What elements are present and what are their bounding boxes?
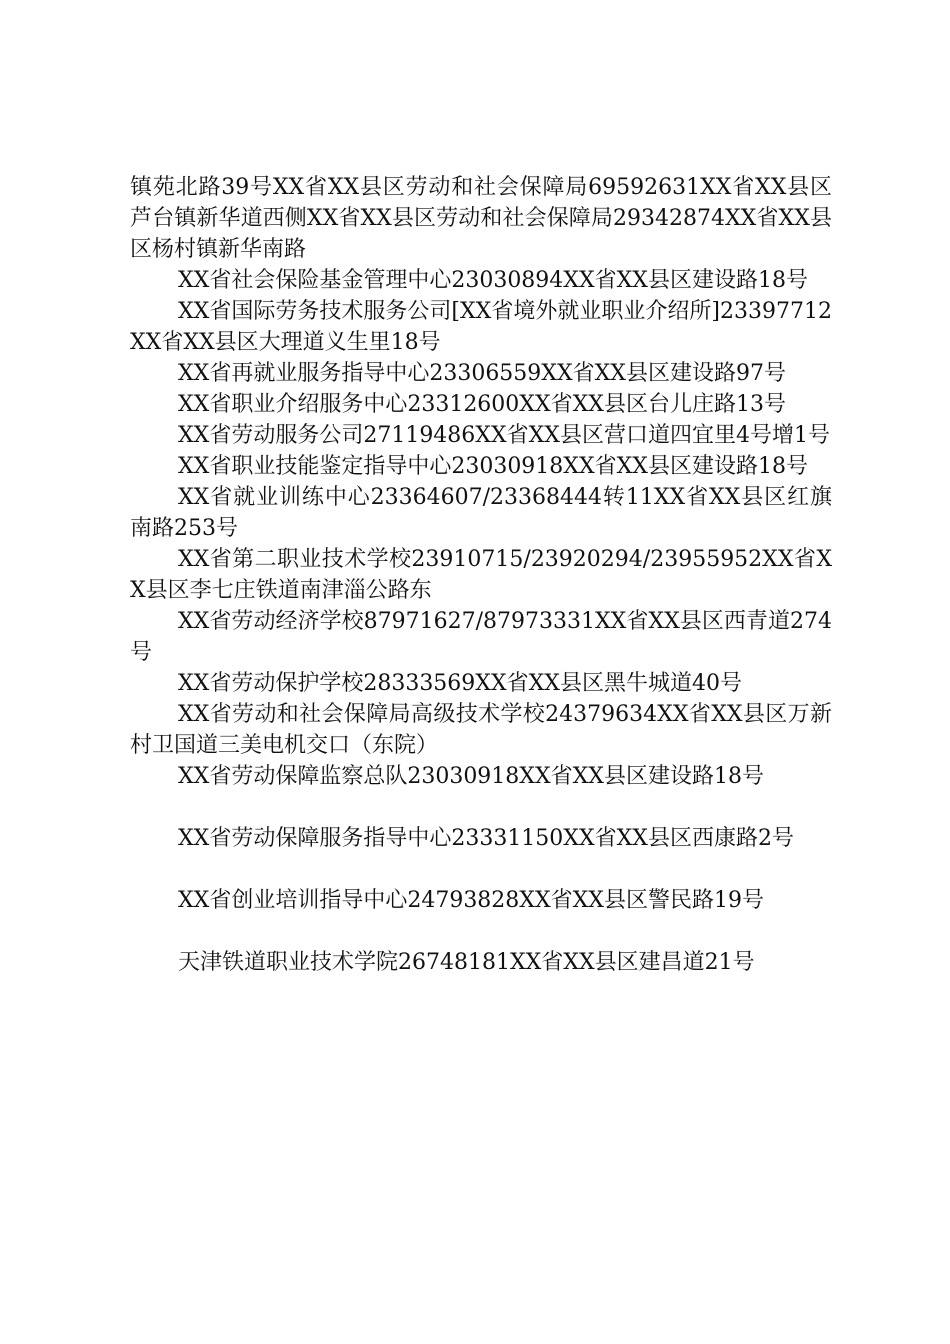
paragraph-labor-service-company: XX省劳动服务公司27119486XX省XX县区营口道四宜里4号增1号 [178, 423, 830, 448]
paragraph-labor-inspection-team: XX省劳动保障监察总队23030918XX省XX县区建设路18号 [178, 764, 764, 789]
paragraph-reemployment-guidance: XX省再就业服务指导中心23306559XX省XX县区建设路97号 [178, 361, 786, 386]
paragraph-social-insurance-fund: XX省社会保险基金管理中心23030894XX省XX县区建设路18号 [178, 268, 808, 293]
document-page [130, 172, 832, 978]
paragraph-labor-protection-school: XX省劳动保护学校28333569XX省XX县区黑牛城道40号 [178, 671, 742, 696]
paragraph-entrepreneurship-training-center: XX省创业培训指导中心24793828XX省XX县区警民路19号 [178, 888, 764, 913]
paragraph-skill-appraisal-center: XX省职业技能鉴定指导中心23030918XX省XX县区建设路18号 [178, 454, 808, 479]
paragraph-job-referral-center: XX省职业介绍服务中心23312600XX省XX县区台儿庄路13号 [178, 392, 786, 417]
paragraph-international-labor-service: XX省国际劳务技术服务公司[XX省境外就业职业介绍所]23397712XX省XX县区大理道义生里18号 [130, 299, 832, 355]
paragraph-senior-technical-school: XX省劳动和社会保障局高级技术学校24379634XX省XX县区万新村卫国道三美电机交口（东院） [130, 702, 832, 758]
paragraph-employment-training-center: XX省就业训练中心23364607/23368444转11XX省XX县区红旗南路253号 [130, 485, 832, 541]
paragraph-railway-vocational-college: 天津铁道职业技术学院26748181XX省XX县区建昌道21号 [178, 950, 755, 975]
paragraph-continuation: 镇苑北路39号XX省XX县区劳动和社会保障局69592631XX省XX县区芦台镇新华道西侧XX省XX县区劳动和社会保障局29342874XX省XX县区杨村镇新华南路 [130, 175, 832, 262]
paragraph-second-vocational-school: XX省第二职业技术学校23910715/23920294/23955952XX省XX县区李七庄铁道南津淄公路东 [130, 547, 832, 603]
paragraph-labor-security-service-center: XX省劳动保障服务指导中心23331150XX省XX县区西康路2号 [178, 826, 794, 851]
paragraph-labor-economics-school: XX省劳动经济学校87971627/87973331XX省XX县区西青道274号 [130, 609, 832, 665]
